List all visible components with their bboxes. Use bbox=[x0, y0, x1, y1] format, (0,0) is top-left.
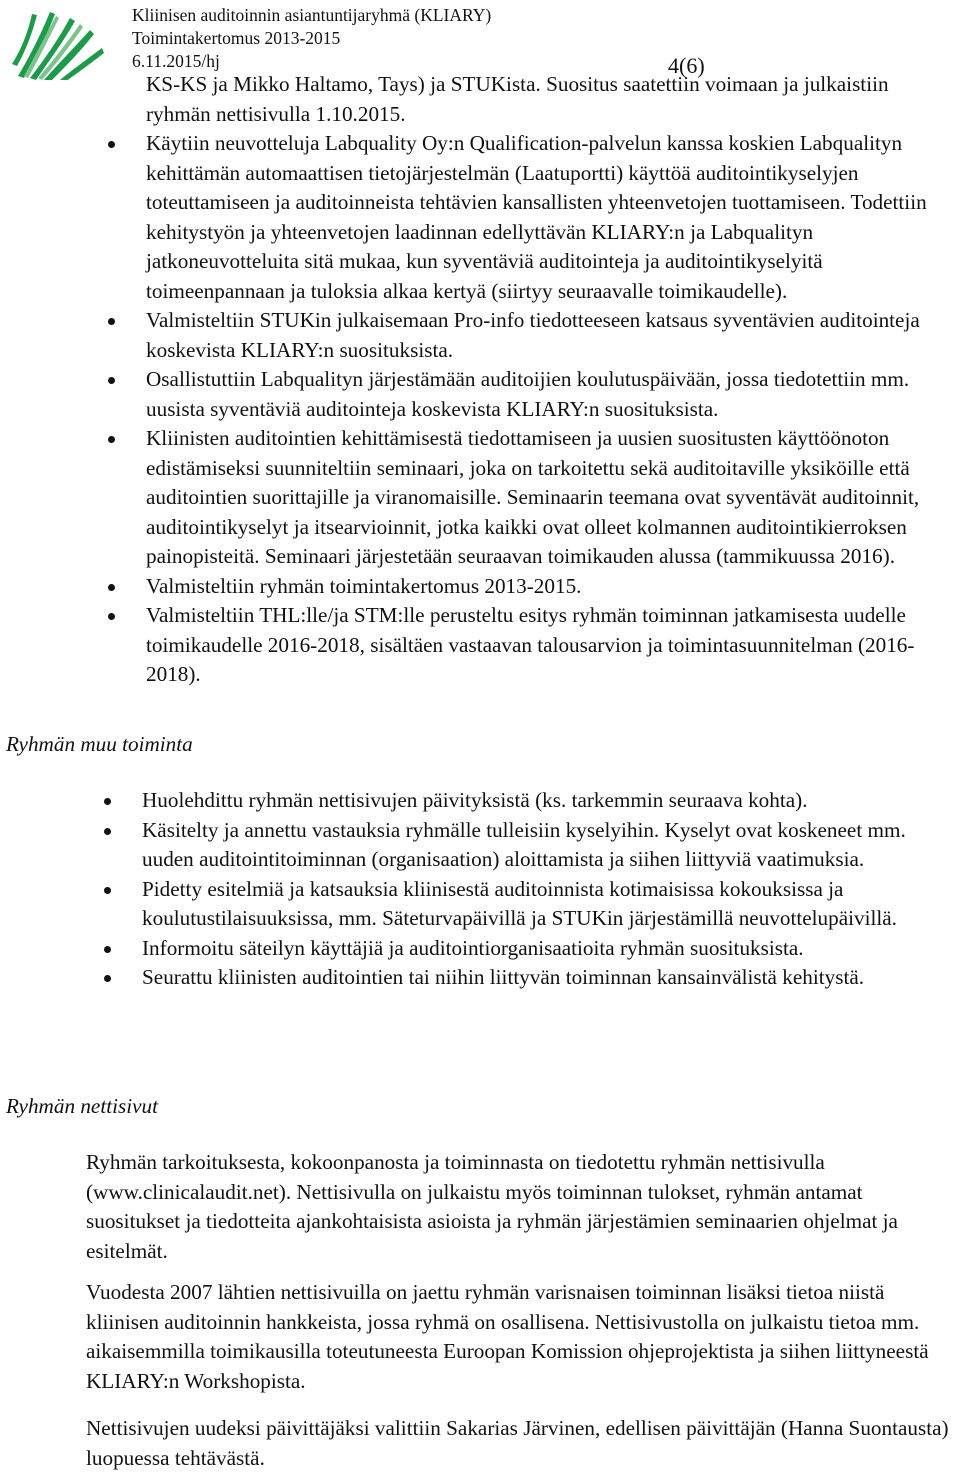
document-header bbox=[132, 4, 491, 73]
document-title: Toimintakertomus 2013-2015 bbox=[132, 28, 341, 48]
website-paragraph bbox=[86, 1414, 952, 1473]
list-item: Valmisteltiin THL:lle/ja STM:lle perusteltu esitys ryhmän toiminnan jatkamisesta uudelle toimikaudelle 2016-2018, sisältäen vastaavan talousarvion ja toimintasuunnitelman (2016-2018). bbox=[146, 601, 946, 690]
document-date: 6.11.2015/hj bbox=[132, 51, 220, 71]
paragraph: Vuodesta 2007 lähtien nettisivuilla on jaettu ryhmän varisnaisen toiminnan lisäksi tietoa niistä kliinisen auditoinnin hankkeista, jossa ryhmä on osallisena. Nettisivustolla on julkaistu tietoa mm. aikaisemmilla toimikausilla toteutuneesta Euroopan Komission ohjeprojektista ja siihen liittyneestä KLIARY:n Workshopista. bbox=[86, 1280, 929, 1393]
list-item: Valmisteltiin STUKin julkaisemaan Pro-info tiedotteeseen katsaus syventävien auditointeja koskevista KLIARY:n suosituksista. bbox=[146, 306, 946, 365]
list-item: Pidetty esitelmiä ja katsauksia kliinisestä auditoinnista kotimaisissa kokouksissa ja koulutustilaisuuksissa, mm. Säteturvapäivillä ja STUKin järjestämillä neuvottelupäivillä. bbox=[142, 875, 950, 934]
paragraph: Nettisivujen uudeksi päivittäjäksi valittiin Sakarias Järvinen, edellisen päivittäjän (Hanna Suontausta) luopuessa tehtävästä. bbox=[86, 1416, 949, 1470]
continued-text: KS-KS ja Mikko Haltamo, Tays) ja STUKista. Suositus saatettiin voimaan ja julkaistiin ryhmän nettisivulla 1.10.2015. bbox=[146, 72, 889, 126]
activities-list bbox=[146, 129, 946, 690]
section-other-activities bbox=[142, 786, 950, 993]
paragraph: Ryhmän tarkoituksesta, kokoonpanosta ja toiminnasta on tiedotettu ryhmän nettisivulla (www.clinicalaudit.net). Nettisivulla on julkaistu myös toiminnan tulokset, ryhmän antamat suositukset ja tiedotteita ajankohtaisista asioista ja ryhmän järjestämien seminaarien ohjelmat ja esitelmät. bbox=[86, 1150, 898, 1263]
list-item: Valmisteltiin ryhmän toimintakertomus 2013-2015. bbox=[146, 572, 946, 602]
other-activities-list bbox=[142, 786, 950, 993]
section-heading-other-activities: Ryhmän muu toiminta bbox=[6, 732, 193, 756]
list-item: Seurattu kliinisten auditointien tai niihin liittyvän toiminnan kansainvälistä kehitystä. bbox=[142, 963, 950, 993]
list-item: Huolehdittu ryhmän nettisivujen päivityksistä (ks. tarkemmin seuraava kohta). bbox=[142, 786, 950, 816]
website-paragraph bbox=[86, 1278, 952, 1396]
list-item: Informoitu säteilyn käyttäjiä ja auditointiorganisaatioita ryhmän suosituksista. bbox=[142, 934, 950, 964]
list-item: Osallistuttiin Labqualityn järjestämään auditoijien koulutuspäivään, jossa tiedotettiin mm. uusista syventäviä auditointeja koskevista KLIARY:n suosituksista. bbox=[146, 365, 946, 424]
website-paragraph bbox=[86, 1148, 952, 1266]
list-item: Käsitelty ja annettu vastauksia ryhmälle tulleisiin kyselyihin. Kyselyt ovat koskeneet mm. uuden auditointitoiminnan (organisaation) aloittamista ja siihen liittyviä vaatimuksia. bbox=[142, 816, 950, 875]
page-number: 4(6) bbox=[668, 53, 705, 78]
section-activities bbox=[146, 70, 946, 690]
list-item: Käytiin neuvotteluja Labquality Oy:n Qualification-palvelun kanssa koskien Labqualityn kehittämän automaattisen tietojärjestelmän (Laatuportti) käyttöä auditointikyselyjen toteuttamiseen ja auditoinneista tehtävien kansallisten yhteenvetojen tuottamiseen. Todettiin kehitystyön ja yhteenvetojen laadinnan edellyttävän KLIARY:n ja Labqualityn jatkoneuvotteluita sitä mukaa, kun syventäviä auditointeja ja auditointikyselyitä toimeenpannaan ja tuloksia alkaa kertyä (siirtyy seuraavalle toimikaudelle). bbox=[146, 129, 946, 306]
list-item: Kliinisten auditointien kehittämisestä tiedottamiseen ja uusien suositusten käyttöönoton edistämiseksi suunniteltiin seminaari, joka on tarkoitettu sekä auditoitaville yksiköille että auditointien suorittajille ja viranomaisille. Seminaarin teemana ovat syventävät auditoinnit, auditointikyselyt ja itsearvioinnit, jotka kaikki ovat olleet kolmannen auditointikierroksen painopisteitä. Seminaari järjestetään seuraavan toimikauden alussa (tammikuussa 2016). bbox=[146, 424, 946, 572]
section-heading-website: Ryhmän nettisivut bbox=[6, 1094, 159, 1118]
organization-name: Kliinisen auditoinnin asiantuntijaryhmä (KLIARY) bbox=[132, 5, 492, 25]
kliary-logo-icon bbox=[10, 6, 106, 80]
